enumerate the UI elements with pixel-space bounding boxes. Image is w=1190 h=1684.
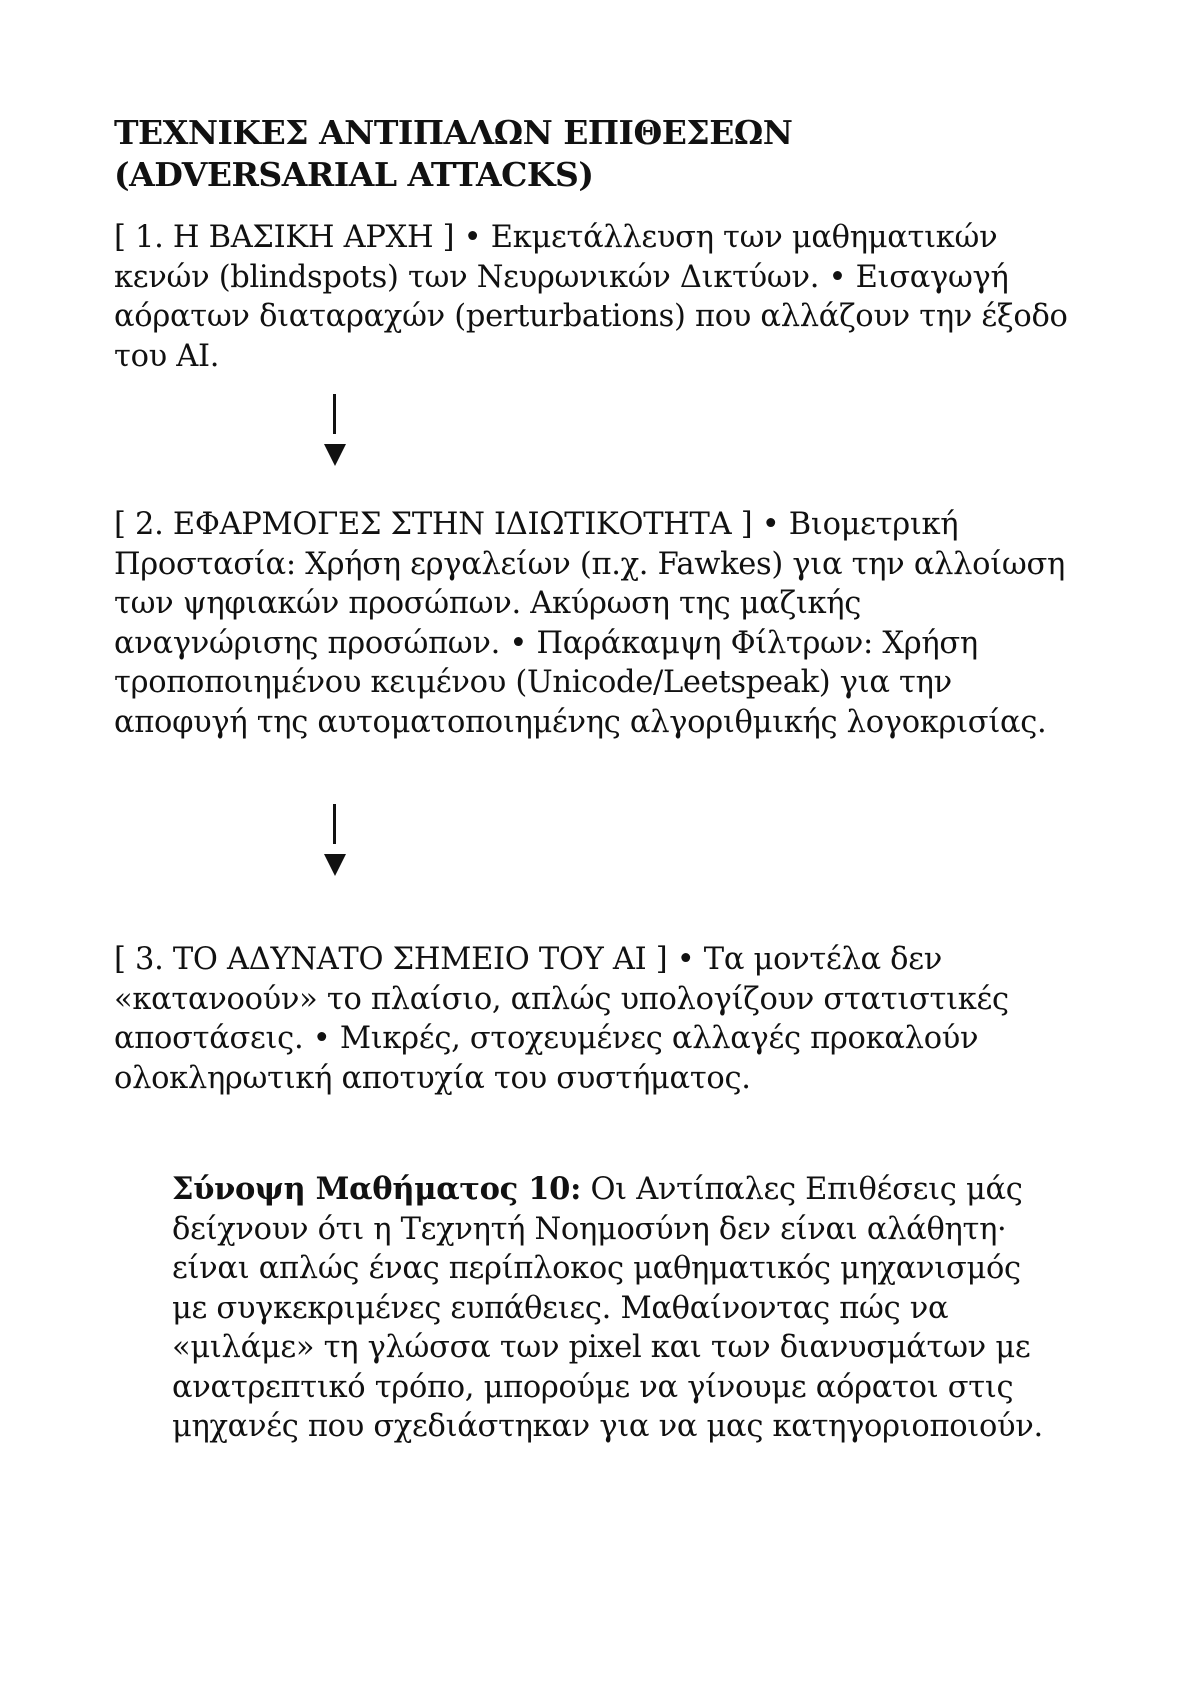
page-title: [114, 112, 1074, 196]
down-arrow-icon: [316, 394, 356, 474]
arrow-stem: [333, 394, 336, 434]
arrow-head: [324, 444, 346, 466]
arrow-head: [324, 854, 346, 876]
section-basic-principle: [ 1. Η ΒΑΣΙΚΗ ΑΡΧΗ ] • Εκμετάλλευση των μαθηματικών κενών (blindspots) των Νευρωνικών Δικτύων. • Εισαγωγή αόρατων διαταραχών (perturbations) που αλλάζουν την έξοδο του AI.: [114, 220, 1068, 374]
title-line-1: ΤΕΧΝΙΚΕΣ ΑΝΤΙΠΑΛΩΝ ΕΠΙΘΕΣΕΩΝ: [114, 113, 793, 152]
title-line-2: (ADVERSARIAL ATTACKS): [114, 155, 594, 194]
summary-label: Σύνοψη Μαθήματος 10:: [172, 1171, 582, 1207]
section-privacy-applications: [ 2. ΕΦΑΡΜΟΓΕΣ ΣΤΗΝ ΙΔΙΩΤΙΚΟΤΗΤΑ ] • Βιομετρική Προστασία: Χρήση εργαλείων (π.χ. Fawkes) για την αλλοίωση των ψηφιακών προσώπων. Ακύρωση της μαζικής αναγνώρισης προσώπων. • Παράκαμψη Φίλτρων: Χρήση τροποποιημένου κειμένου (Unicode/Leetspeak) για την αποφυγή της αυτοματοποιημένης αλγοριθμικής λογοκρισίας.: [114, 507, 1065, 740]
down-arrow-icon: [316, 804, 356, 884]
lesson-summary: [172, 1170, 1052, 1447]
section-ai-weak-point: [ 3. ΤΟ ΑΔΥΝΑΤΟ ΣΗΜΕΙΟ ΤΟΥ AI ] • Τα μοντέλα δεν «κατανοούν» το πλαίσιο, απλώς υπολογίζουν στατιστικές αποστάσεις. • Μικρές, στοχευμένες αλλαγές προκαλούν ολοκληρωτική αποτυχία του συστήματος.: [114, 942, 1009, 1096]
arrow-stem: [333, 804, 336, 844]
summary-text: Οι Αντίπαλες Επιθέσεις μάς δείχνουν ότι η Τεχνητή Νοημοσύνη δεν είναι αλάθητη· είναι απλώς ένας περίπλοκος μαθηματικός μηχανισμός με συγκεκριμένες ευπάθειες. Μαθαίνοντας πώς να «μιλάμε» τη γλώσσα των pixel και των διανυσμάτων με ανατρεπτικό τρόπο, μπορούμε να γίνουμε αόρατοι στις μηχανές που σχεδιάστηκαν για να μας κατηγοριοποιούν.: [172, 1172, 1043, 1444]
